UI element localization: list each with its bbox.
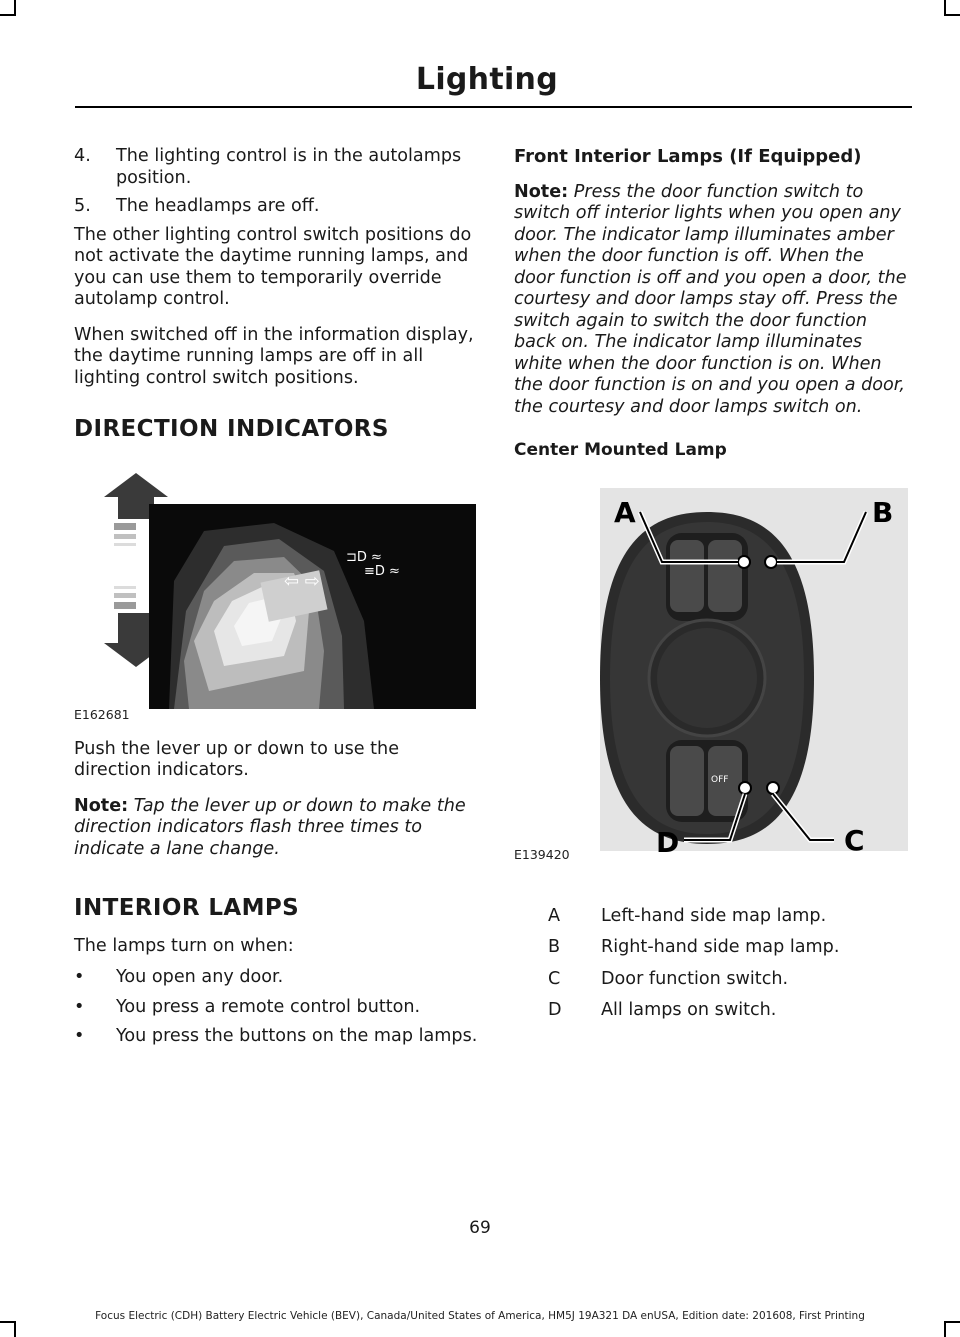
note-text: Tap the lever up or down to make the direction indicators flash three times to indicate a lane change. <box>74 795 466 859</box>
bullet-icon: • <box>74 1026 85 1046</box>
legend-row: A Left-hand side map lamp. <box>548 905 827 926</box>
callout-a: A <box>614 495 636 529</box>
crop-mark <box>944 1321 946 1337</box>
header-rule <box>75 106 912 108</box>
crop-mark <box>0 14 16 16</box>
bullet-item: • You press a remote control button. <box>74 996 421 1017</box>
center-lamp-illustration <box>514 478 908 878</box>
page-number: 69 <box>469 1218 491 1238</box>
section-heading-direction-indicators: DIRECTION INDICATORS <box>74 416 389 442</box>
legend-row: D All lamps on switch. <box>548 1000 777 1020</box>
note-text: Press the door function switch to switch off interior lights when you open any door. The indicator lamp illuminates amber when the door function is off. When the door function is off and you open a door, the courtesy and door lamps stay off. Press the switch again to switch the door function back on. The indicator lamp illuminates white when the door function is on. When the door function is on and you open a door, the courtesy and door lamps switch on. <box>514 181 907 417</box>
legend-row: C Door function switch. <box>548 968 789 989</box>
section-heading-front-interior-lamps: Front Interior Lamps (If Equipped) <box>514 146 862 167</box>
svg-text:⊐D ≈: ⊐D ≈ <box>346 549 382 565</box>
callout-d: D <box>656 825 680 859</box>
legend-row: B Right-hand side map lamp. <box>548 937 840 957</box>
callout-b: B <box>872 495 894 529</box>
callout-c: C <box>844 823 865 857</box>
note-label: Note: <box>514 181 569 202</box>
svg-text:⇦ ⇨: ⇦ ⇨ <box>284 570 320 592</box>
crop-mark <box>944 14 960 16</box>
page-footer: Focus Electric (CDH) Battery Electric Vehicle (BEV), Canada/United States of America, HM5J 19A321 DA enUSA, Edition date: 201608, First Printing <box>95 1310 865 1322</box>
direction-indicator-illustration <box>74 461 478 719</box>
numbered-item: 4. The lighting control is in the autolamps position. <box>74 146 462 188</box>
subheading-center-mounted-lamp: Center Mounted Lamp <box>514 440 727 460</box>
note <box>74 796 478 861</box>
paragraph: When switched off in the information display, the daytime running lamps are off in all lighting control switch positions. <box>74 324 474 388</box>
bullet-icon: • <box>74 967 85 987</box>
bullet-item: • You press the buttons on the map lamps. <box>74 1026 478 1046</box>
note-label: Note: <box>74 795 129 816</box>
off-label: OFF <box>711 774 729 785</box>
bullet-icon: • <box>74 996 85 1017</box>
section-heading-interior-lamps: INTERIOR LAMPS <box>74 895 300 921</box>
direction-indicator-figure <box>74 461 478 722</box>
paragraph: Push the lever up or down to use the direction indicators. <box>74 738 400 780</box>
numbered-item: 5. The headlamps are off. <box>74 196 320 216</box>
svg-text:≡D ≈: ≡D ≈ <box>364 563 400 579</box>
bullet-item: • You open any door. <box>74 967 284 987</box>
crop-mark <box>14 1321 16 1337</box>
figure-legend <box>548 906 908 1022</box>
paragraph: The lamps turn on when: <box>74 935 294 956</box>
note <box>514 182 908 419</box>
figure-caption: E139420 <box>514 846 570 862</box>
paragraph: The other lighting control switch positions do not activate the daytime running lamps, and you can use them to temporarily override autolamp control. <box>74 224 472 309</box>
center-lamp-figure <box>514 478 908 878</box>
right-column <box>514 146 908 1032</box>
figure-caption: E162681 <box>74 706 130 722</box>
left-column <box>74 146 478 1056</box>
page-title: Lighting <box>415 62 558 97</box>
